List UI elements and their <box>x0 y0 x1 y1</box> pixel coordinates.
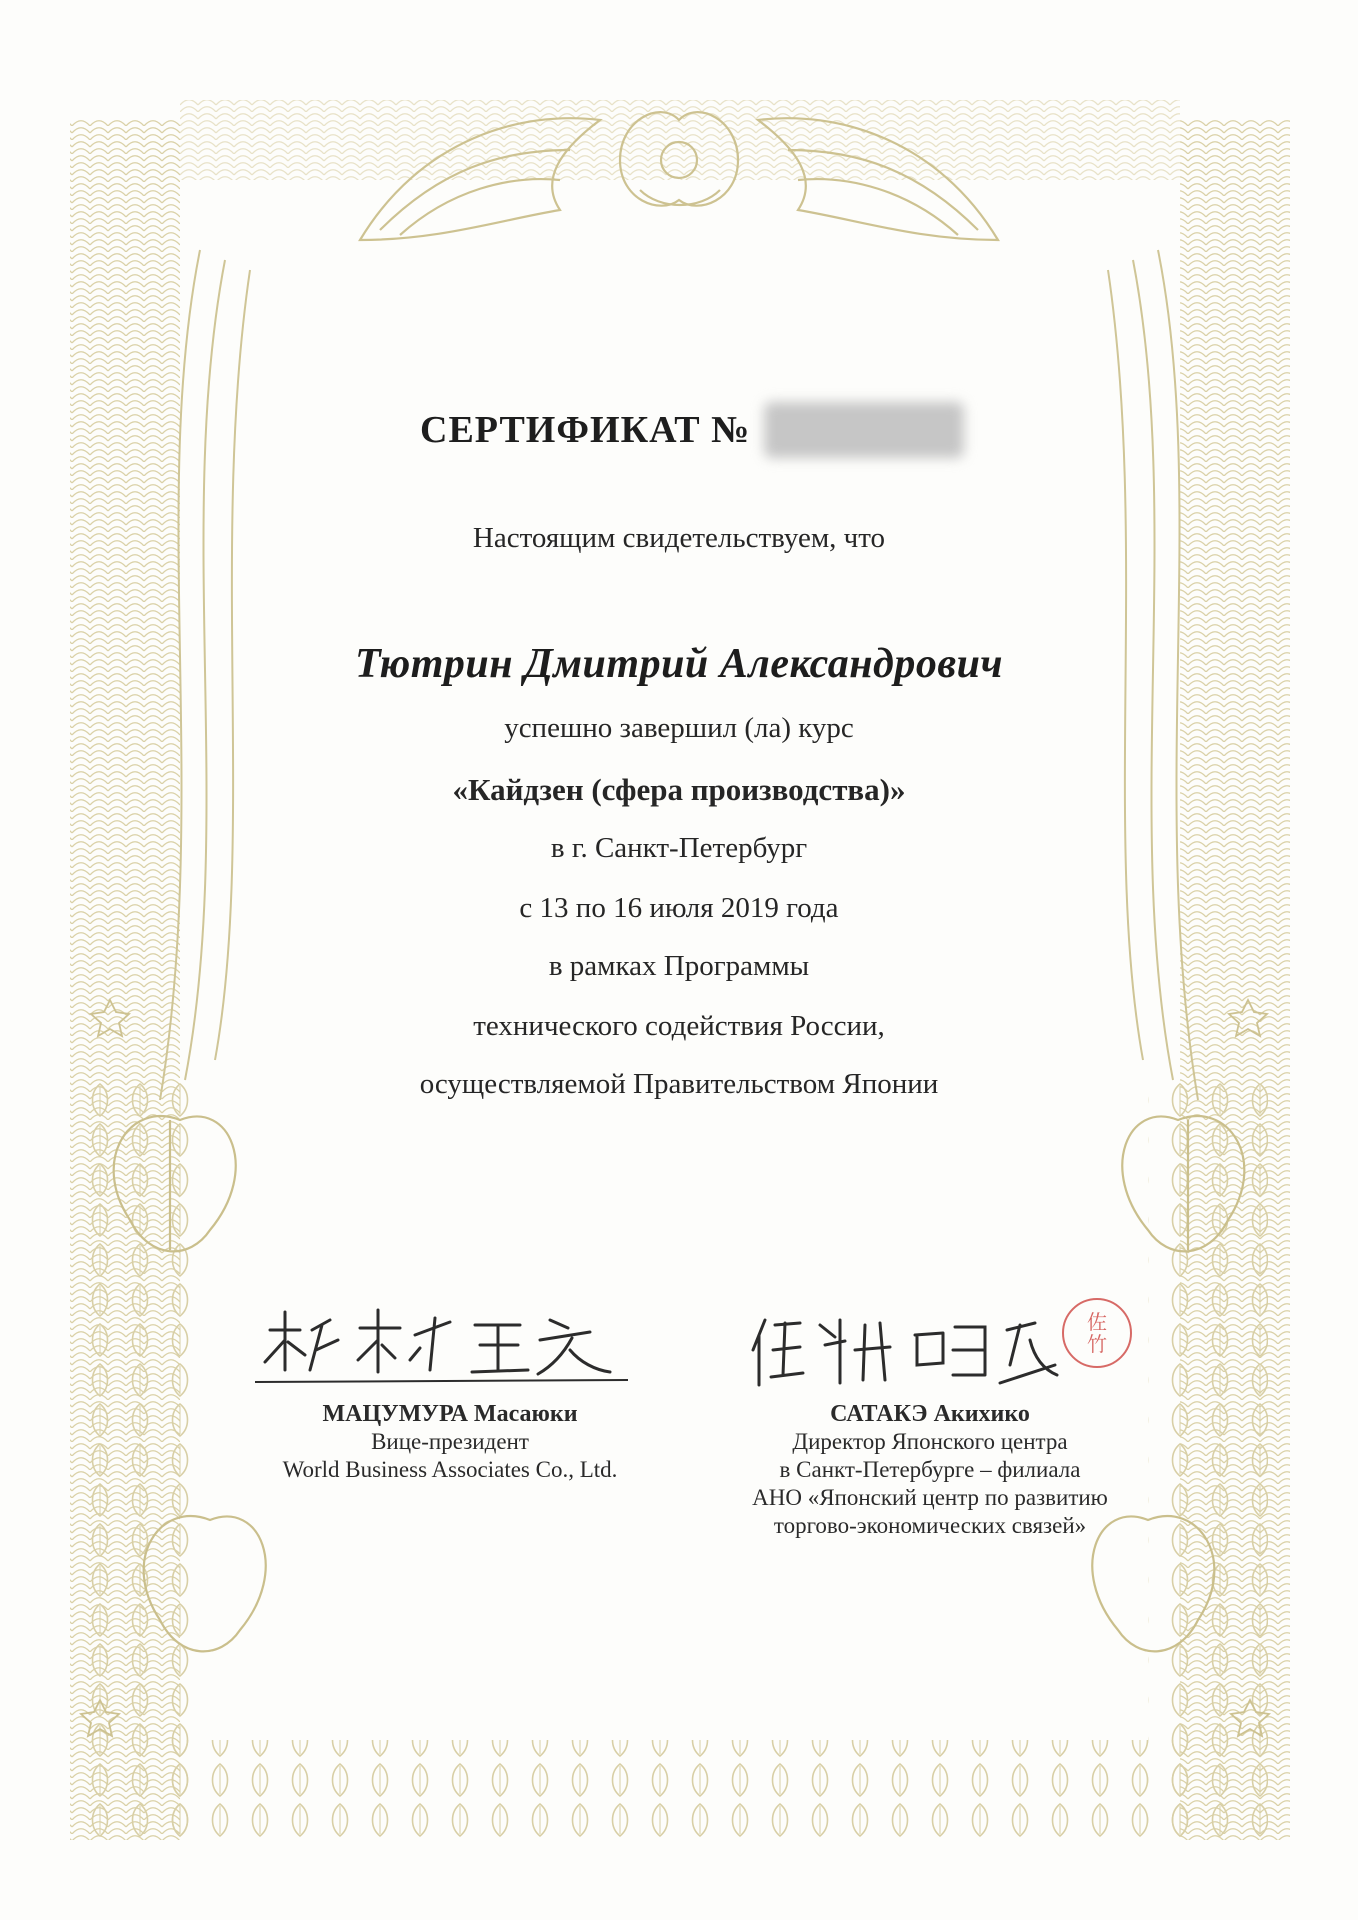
program-line-1: в рамках Программы <box>548 950 810 982</box>
signatory-left-name: МАЦУМУРА Масаюки <box>322 1401 578 1427</box>
signatory-left-position: Вице-президент <box>371 1429 529 1454</box>
certificate-title: СЕРТИФИКАТ № <box>420 409 751 451</box>
signatory-right-position-4: торгово-экономических связей» <box>773 1513 1087 1538</box>
signatory-right-position-2: в Санкт-Петербурге – филиала <box>779 1457 1081 1482</box>
signatory-right-name: САТАКЭ Акихико <box>830 1401 1030 1427</box>
seal-bottom-char: 竹 <box>1087 1332 1107 1356</box>
signature-left <box>250 1300 630 1390</box>
completed-text: успешно завершил (ла) курс <box>504 712 854 744</box>
intro-text: Настоящим свидетельствуем, что <box>472 522 886 554</box>
seal-stamp <box>1062 1298 1132 1368</box>
recipient-name: Тютрин Дмитрий Александрович <box>354 641 1004 687</box>
program-line-3: осуществляемой Правительством Японии <box>419 1068 939 1100</box>
signatory-left-block <box>220 1400 680 1484</box>
signatory-right-block <box>700 1400 1160 1540</box>
signature-right <box>745 1305 1065 1395</box>
program-line-2: технического содействия России, <box>473 1010 885 1042</box>
redacted-number <box>764 402 964 458</box>
course-city: в г. Санкт-Петербург <box>550 832 808 864</box>
certificate-title-row <box>420 400 964 460</box>
signatory-left-organization: World Business Associates Co., Ltd. <box>282 1457 618 1482</box>
signatory-right-position-3: АНО «Японский центр по развитию <box>752 1485 1108 1510</box>
course-name: «Кайдзен (сфера производства)» <box>452 772 906 807</box>
signatory-right-position-1: Директор Японского центра <box>792 1429 1068 1454</box>
course-dates: с 13 по 16 июля 2019 года <box>519 892 839 924</box>
seal-top-char: 佐 <box>1087 1310 1107 1334</box>
